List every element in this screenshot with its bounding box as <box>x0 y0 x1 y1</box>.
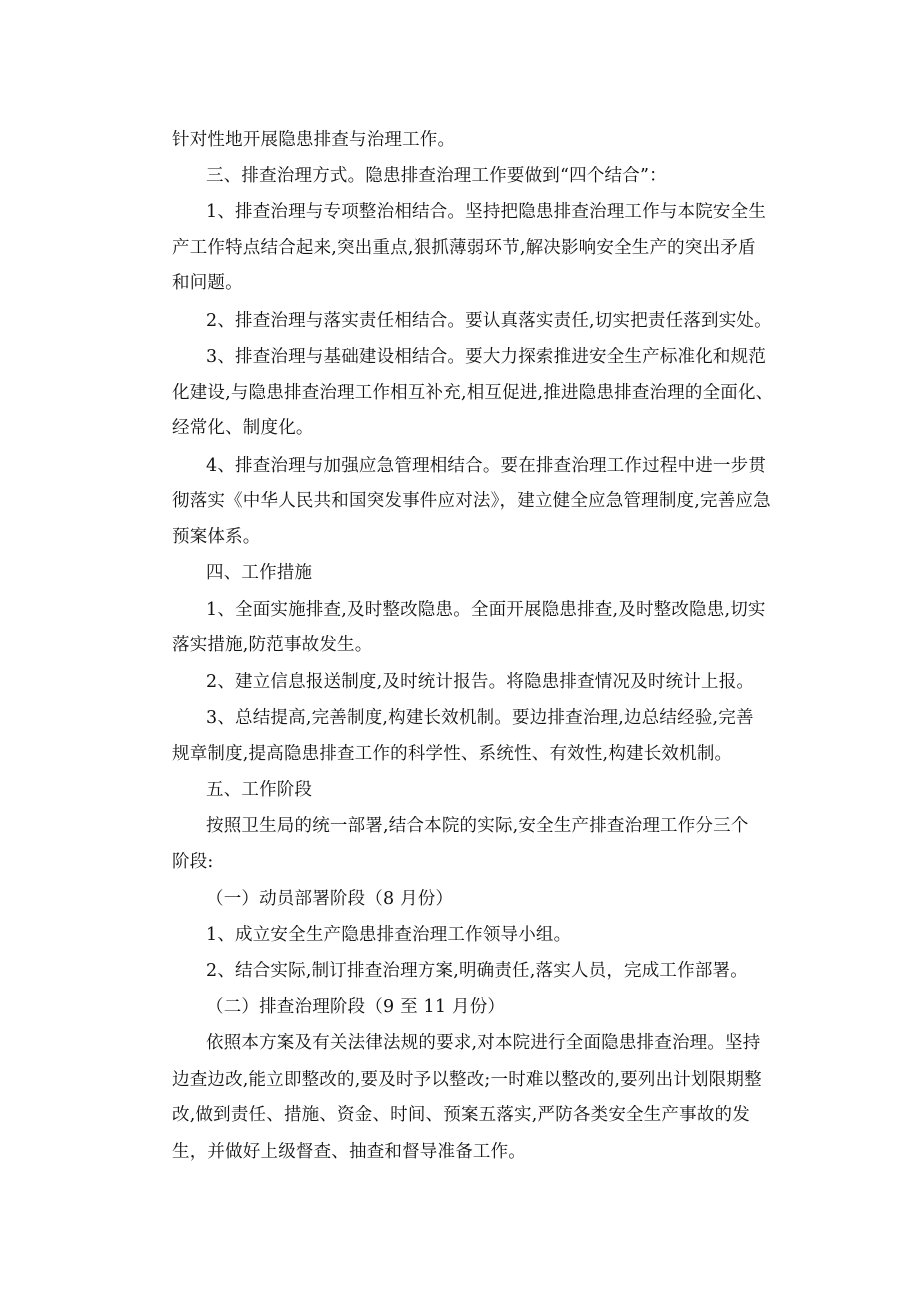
text-line: 针对性地开展隐患排查与治理工作。 <box>172 130 456 150</box>
section-heading: 四、工作措施 <box>206 563 313 583</box>
text-line: 阶段: <box>172 852 214 872</box>
text-line: 3、总结提高,完善制度,构建长效机制。要边排查治理,边总结经验,完善 <box>206 708 754 728</box>
text-line: 1、排查治理与专项整治相结合。坚持把隐患排查治理工作与本院安全生 <box>206 202 767 222</box>
text-line: 经常化、制度化。 <box>172 418 314 438</box>
text-line: 产工作特点结合起来,突出重点,狠抓薄弱环节,解决影响安全生产的突出矛盾 <box>172 238 756 258</box>
text-line: 4、排查治理与加强应急管理相结合。要在排查治理工作过程中进一步贯 <box>206 456 767 476</box>
text-line: 化建设,与隐患排查治理工作相互补充,相互促进,推进隐患排查治理的全面化、 <box>172 383 774 403</box>
text-line: 三、排查治理方式。隐患排查治理工作要做到“四个结合”： <box>206 166 667 186</box>
text-line: 依照本方案及有关法律法规的要求,对本院进行全面隐患排查治理。坚持 <box>206 1033 761 1053</box>
text-line: 2、建立信息报送制度,及时统计报告。将隐患排查情况及时统计上报。 <box>206 672 755 692</box>
subsection-heading: （二）排查治理阶段（9 至 11 月份） <box>206 997 506 1017</box>
text-line: 2、排查治理与落实责任相结合。要认真落实责任,切实把责任落到实处。 <box>206 311 772 331</box>
text-line: 1、成立安全生产隐患排查治理工作领导小组。 <box>206 925 572 945</box>
text-line: 预案体系。 <box>172 527 261 547</box>
text-line: 2、结合实际,制订排查治理方案,明确责任,落实人员，完成工作部署。 <box>206 961 748 981</box>
text-line: 3、排查治理与基础建设相结合。要大力探索推进安全生产标准化和规范 <box>206 347 767 367</box>
text-line: 彻落实《中华人民共和国突发事件应对法》，建立健全应急管理制度,完善应急 <box>172 491 771 511</box>
text-line: 按照卫生局的统一部署,结合本院的实际,安全生产排查治理工作分三个 <box>206 816 749 836</box>
subsection-heading: （一）动员部署阶段（8 月份） <box>206 889 454 909</box>
text-line: 生，并做好上级督查、抽查和督导准备工作。 <box>172 1142 526 1162</box>
text-line: 落实措施,防范事故发生。 <box>172 635 373 655</box>
text-line: 边查边改,能立即整改的,要及时予以整改;一时难以整改的,要列出计划限期整 <box>172 1070 762 1090</box>
text-line: 改,做到责任、措施、资金、时间、预案五落实,严防各类安全生产事故的发 <box>172 1105 750 1125</box>
section-heading: 五、工作阶段 <box>206 780 313 800</box>
text-line: 和问题。 <box>172 273 243 293</box>
text-line: 规章制度,提高隐患排查工作的科学性、系统性、有效性,构建长效机制。 <box>172 744 733 764</box>
text-line: 1、全面实施排查,及时整改隐患。全面开展隐患排查,及时整改隐患,切实 <box>206 600 766 620</box>
